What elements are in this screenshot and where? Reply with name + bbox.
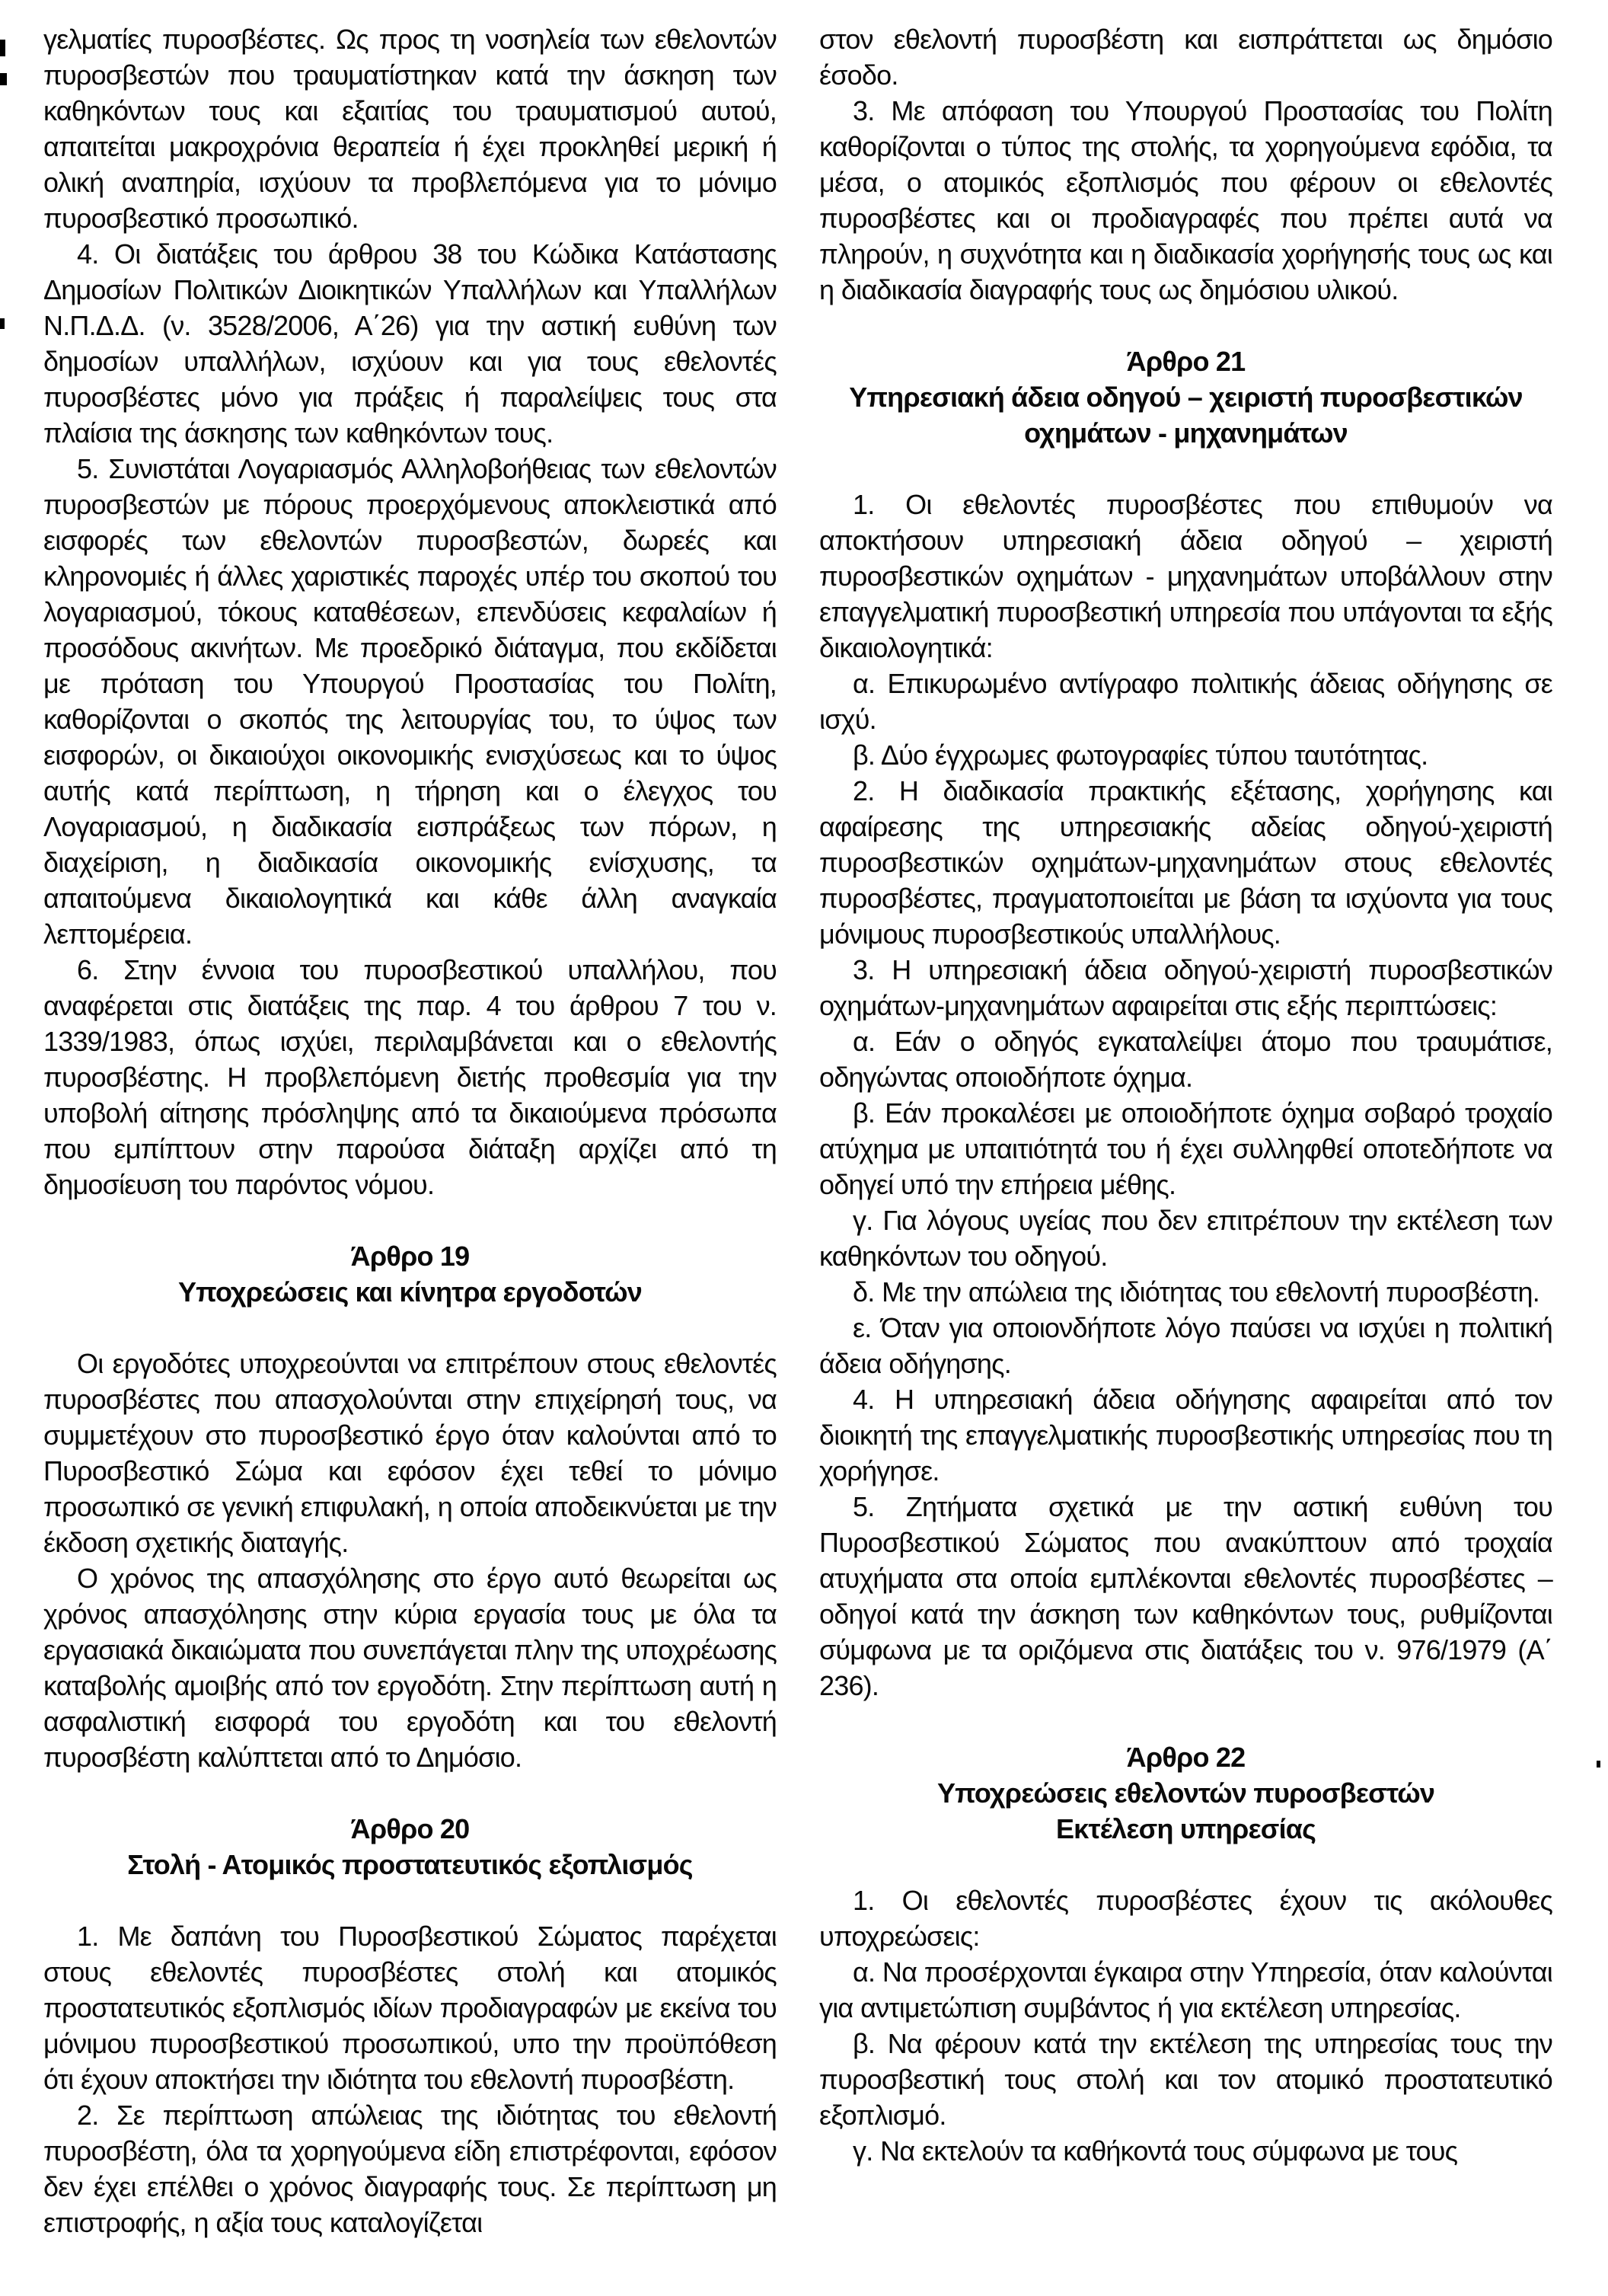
article-title-line: Υποχρεώσεις και κίνητρα εργοδοτών (177, 1276, 643, 1308)
article-title-line: Υπηρεσιακή άδεια οδηγού – χειριστή πυροσβεστικών οχημάτων - μηχανημάτων (849, 382, 1523, 449)
paragraph: α. Εάν ο οδηγός εγκαταλείψει άτομο που τραυμάτισε, οδηγώντας οποιοδήποτε όχημα. (819, 1026, 1552, 1093)
article-heading (819, 1739, 1552, 1847)
paragraph: 2. Σε περίπτωση απώλειας της ιδιότητας του εθελοντή πυροσβέστη, όλα τα χορηγούμενα είδη επιστρέφονται, εφόσον δεν έχει επέλθει ο χρόνος διαγραφής τους. Σε περίπτωση μη επιστροφής, η αξία τους καταλογίζεται (43, 2100, 777, 2238)
paragraph: β. Δύο έγχρωμες φωτογραφίες τύπου ταυτότητας. (853, 739, 1428, 771)
left-column (43, 21, 777, 2240)
paragraph: 1. Οι εθελοντές πυροσβέστες που επιθυμούν να αποκτήσουν υπηρεσιακή άδεια οδηγού – χειριστή πυροσβεστικών οχημάτων - μηχανημάτων υποβάλλουν στην επαγγελματική πυροσβεστική υπηρεσία που υπάγονται τα εξής δικαιολογητικά: (819, 489, 1552, 663)
paragraph: 4. Οι διατάξεις του άρθρου 38 του Κώδικα Κατάστασης Δημοσίων Πολιτικών Διοικητικών Υπαλλήλων και Υπαλλήλων Ν.Π.Δ.Δ. (ν. 3528/2006, Α΄26) για την αστική ευθύνη των δημοσίων υπαλλήλων, ισχύουν και για τους εθελοντές πυροσβέστες μόνο για πράξεις ή παραλείψεις τους στα πλαίσια της άσκησης των καθηκόντων τους. (43, 238, 777, 449)
article-title-line: Εκτέλεση υπηρεσίας (1055, 1813, 1316, 1844)
paragraph: 5. Ζητήματα σχετικά με την αστική ευθύνη του Πυροσβεστικού Σώματος που ανακύπτουν από τροχαία ατυχήματα στα οποία εμπλέκονται εθελοντές πυροσβέστες – οδηγοί κατά την άσκηση των καθηκόντων τους, ρυθμίζονται σύμφωνα με τα οριζόμενα στις διατάξεις του ν. 976/1979 (Α΄ 236). (819, 1491, 1552, 1701)
paragraph: γ. Για λόγους υγείας που δεν επιτρέπουν την εκτέλεση των καθηκόντων του οδηγού. (819, 1205, 1552, 1272)
paragraph: γελματίες πυροσβέστες. Ως προς τη νοσηλεία των εθελοντών πυροσβεστών που τραυματίστηκαν κατά την άσκηση των καθηκόντων τους και εξαιτίας του τραυματισμού αυτού, απαιτείται μακροχρόνια θεραπεία ή έχει προκληθεί μερική ή ολική αναπηρία, ισχύουν τα προβλεπόμενα για το μόνιμο πυροσβεστικό προσωπικό. (43, 24, 777, 234)
article-heading (43, 1811, 777, 1882)
right-column (819, 21, 1552, 2240)
paragraph: γ. Να εκτελούν τα καθήκοντά τους σύμφωνα με τους (853, 2135, 1458, 2167)
article-title-line: Στολή - Ατομικός προστατευτικός εξοπλισμός (127, 1849, 693, 1880)
two-column-text-area (43, 21, 1552, 2240)
paragraph: β. Εάν προκαλέσει με οποιοδήποτε όχημα σοβαρό τροχαίο ατύχημα με υπαιτιότητά του ή έχει συλληφθεί οποτεδήποτε να οδηγεί υπό την επήρεια μέθης. (819, 1097, 1552, 1200)
paragraph: 1. Οι εθελοντές πυροσβέστες έχουν τις ακόλουθες υποχρεώσεις: (819, 1885, 1552, 1952)
paragraph: 6. Στην έννοια του πυροσβεστικού υπαλλήλου, που αναφέρεται στις διατάξεις της παρ. 4 του άρθρου 7 του ν. 1339/1983, όπως ισχύει, περιλαμβάνεται και ο εθελοντής πυροσβέστης. Η προβλεπόμενη διετής προθεσμία για την υποβολή αίτησης πρόσληψης από τα δικαιούμενα πρόσωπα που εμπίπτουν στην παρούσα διάταξη αρχίζει από τη δημοσίευση του παρόντος νόμου. (43, 954, 777, 1200)
paragraph: α. Επικυρωμένο αντίγραφο πολιτικής άδειας οδήγησης σε ισχύ. (819, 668, 1552, 735)
paragraph: ε. Όταν για οποιονδήποτε λόγο παύσει να ισχύει η πολιτική άδεια οδήγησης. (819, 1312, 1552, 1379)
paragraph: 4. Η υπηρεσιακή άδεια οδήγησης αφαιρείται από τον διοικητή της επαγγελματικής πυροσβεστικής υπηρεσίας που τη χορήγησε. (819, 1384, 1552, 1486)
paragraph: δ. Με την απώλεια της ιδιότητας του εθελοντή πυροσβέστη. (853, 1276, 1539, 1308)
paragraph: 1. Με δαπάνη του Πυροσβεστικού Σώματος παρέχεται στους εθελοντές πυροσβέστες στολή και ατομικός προστατευτικός εξοπλισμός ιδίων προδιαγραφών με εκείνα του μόνιμου πυροσβεστικού προσωπικού, υπο την προϋπόθεση ότι έχουν αποκτήσει την ιδιότητα του εθελοντή πυροσβέστη. (43, 1921, 777, 2095)
scan-artifact (0, 318, 5, 329)
scan-artifact (0, 40, 5, 56)
paragraph: α. Να προσέρχονται έγκαιρα στην Υπηρεσία, όταν καλούνται για αντιμετώπιση συμβάντος ή για εκτέλεση υπηρεσίας. (819, 1956, 1552, 2023)
paragraph: 3. Με απόφαση του Υπουργού Προστασίας του Πολίτη καθορίζονται ο τύπος της στολής, τα χορηγούμενα εφόδια, τα μέσα, ο ατομικός εξοπλισμός που φέρουν οι εθελοντές πυροσβέστες και οι προδιαγραφές που πρέπει αυτά να πληρούν, η συχνότητα και η διαδικασία χορήγησής τους ως και η διαδικασία διαγραφής τους ως δημόσιου υλικού. (819, 95, 1552, 305)
paragraph: β. Να φέρουν κατά την εκτέλεση της υπηρεσίας τους την πυροσβεστική τους στολή και τον ατομικό προστατευτικό εξοπλισμό. (819, 2028, 1552, 2131)
scan-artifact (1597, 1761, 1600, 1768)
article-heading (819, 343, 1552, 451)
scan-artifact (0, 73, 7, 85)
article-number: Άρθρο 19 (350, 1241, 470, 1272)
paragraph: 3. Η υπηρεσιακή άδεια οδηγού-χειριστή πυροσβεστικών οχημάτων-μηχανημάτων αφαιρείται στις εξής περιπτώσεις: (819, 954, 1552, 1021)
article-number: Άρθρο 22 (1126, 1742, 1246, 1773)
paragraph: στον εθελοντή πυροσβέστη και εισπράττεται ως δημόσιο έσοδο. (819, 24, 1552, 91)
paragraph: Οι εργοδότες υποχρεούνται να επιτρέπουν στους εθελοντές πυροσβέστες που απασχολούνται στην επιχείρησή τους, να συμμετέχουν στο πυροσβεστικό έργο όταν καλούνται από το Πυροσβεστικό Σώμα και εφόσον έχει τεθεί το μόνιμο προσωπικό σε γενική επιφυλακή, η οποία αποδεικνύεται με την έκδοση σχετικής διαταγής. (43, 1348, 777, 1558)
article-heading (43, 1238, 777, 1310)
paragraph: Ο χρόνος της απασχόλησης στο έργο αυτό θεωρείται ως χρόνος απασχόλησης στην κύρια εργασία τους με όλα τα εργασιακά δικαιώματα που συνεπάγεται πλην της υποχρέωσης καταβολής αμοιβής από τον εργοδότη. Στην περίπτωση αυτή η ασφαλιστική εισφορά του εργοδότη και του εθελοντή πυροσβέστη καλύπτεται από το Δημόσιο. (43, 1563, 777, 1773)
article-number: Άρθρο 20 (350, 1813, 470, 1844)
article-number: Άρθρο 21 (1126, 346, 1246, 377)
paragraph: 2. Η διαδικασία πρακτικής εξέτασης, χορήγησης και αφαίρεσης της υπηρεσιακής αδείας οδηγού-χειριστή πυροσβεστικών οχημάτων-μηχανημάτων στους εθελοντές πυροσβέστες, πραγματοποιείται με βάση τα ισχύοντα για τους μόνιμους πυροσβεστικούς υπαλλήλους. (819, 775, 1552, 950)
paragraph: 5. Συνιστάται Λογαριασμός Αλληλοβοήθειας των εθελοντών πυροσβεστών με πόρους προερχόμενους αποκλειστικά από εισφορές των εθελοντών πυροσβεστών, δωρεές και κληρονομιές ή άλλες χαριστικές παροχές υπέρ του σκοπού του λογαριασμού, τόκους καταθέσεων, επενδύσεις κεφαλαίων ή προσόδους ακινήτων. Με προεδρικό διάταγμα, που εκδίδεται με πρόταση του Υπουργού Προστασίας του Πολίτη, καθορίζονται ο σκοπός της λειτουργίας του, το ύψος των εισφορών, οι δικαιούχοι οικονομικής ενισχύσεως και το ύψος αυτής κατά περίπτωση, η τήρηση και ο έλεγχος του Λογαριασμού, η διαδικασία εισπράξεως των πόρων, η διαχείριση, η διαδικασία οικονομικής ενίσχυσης, τα απαιτούμενα δικαιολογητικά και κάθε άλλη αναγκαία λεπτομέρεια. (43, 453, 777, 950)
article-title-line: Υποχρεώσεις εθελοντών πυροσβεστών (936, 1777, 1435, 1809)
